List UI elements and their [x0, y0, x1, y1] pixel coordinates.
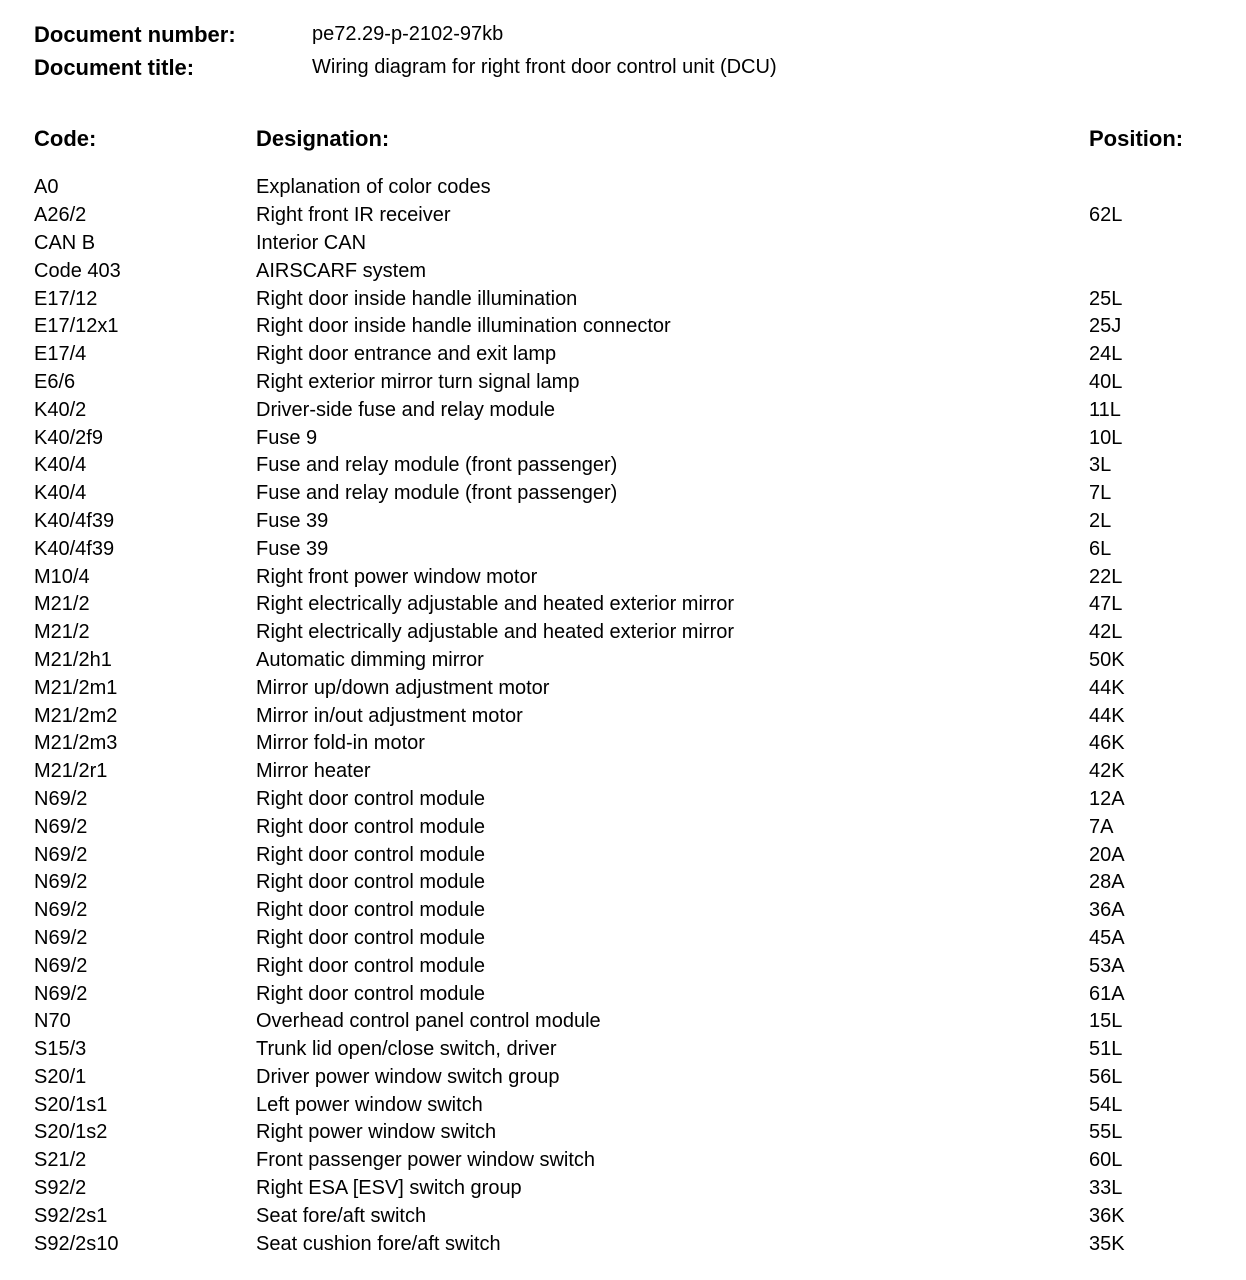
row-position: 45A — [1089, 926, 1125, 949]
row-designation: Right door control module — [256, 787, 486, 810]
row-position: 11L — [1089, 398, 1121, 421]
table-row — [34, 869, 1224, 897]
table-row — [34, 841, 1224, 869]
document-header — [34, 18, 1214, 84]
table-row — [34, 674, 1224, 702]
row-position: 20A — [1089, 843, 1125, 866]
row-position: 15L — [1089, 1010, 1123, 1033]
row-code: E17/4 — [34, 343, 87, 366]
row-code: N69/2 — [34, 954, 88, 977]
row-designation: Mirror fold-in motor — [256, 732, 425, 755]
row-position: 36A — [1089, 899, 1125, 922]
row-position: 35K — [1089, 1232, 1125, 1255]
table-row — [34, 424, 1224, 452]
row-code: K40/4f39 — [34, 509, 115, 532]
table-row — [34, 591, 1224, 619]
row-designation: Driver-side fuse and relay module — [256, 398, 556, 421]
row-designation: Right door inside handle illumination — [256, 287, 578, 310]
row-code: M21/2m2 — [34, 704, 118, 727]
row-position: 51L — [1089, 1038, 1123, 1061]
row-designation: Right front power window motor — [256, 565, 538, 588]
row-designation: Right door control module — [256, 815, 486, 838]
row-code: Code 403 — [34, 259, 121, 282]
document-title-label: Document title: — [34, 54, 195, 80]
row-position: 61A — [1089, 982, 1125, 1005]
row-code: S92/2s1 — [34, 1204, 108, 1227]
row-designation: Mirror heater — [256, 760, 371, 783]
row-position: 3L — [1089, 454, 1112, 477]
row-designation: Right front IR receiver — [256, 204, 451, 227]
row-code: E17/12 — [34, 287, 98, 310]
table-row — [34, 508, 1224, 536]
row-position: 56L — [1089, 1065, 1123, 1088]
table-row — [34, 1008, 1224, 1036]
row-designation: Right door control module — [256, 899, 486, 922]
row-code: S20/1 — [34, 1065, 87, 1088]
table-row — [34, 952, 1224, 980]
row-position: 36K — [1089, 1204, 1125, 1227]
row-position: 53A — [1089, 954, 1125, 977]
row-designation: Right ESA [ESV] switch group — [256, 1177, 522, 1200]
table-row — [34, 174, 1224, 202]
table-row — [34, 813, 1224, 841]
table-body — [34, 174, 1224, 1258]
row-code: CAN B — [34, 231, 96, 254]
row-code: M21/2r1 — [34, 760, 108, 783]
header-position: Position: — [1089, 126, 1184, 151]
row-code: E17/12x1 — [34, 315, 119, 338]
row-position: 44K — [1089, 704, 1125, 727]
row-code: K40/4f39 — [34, 537, 115, 560]
row-designation: Right electrically adjustable and heated exterior mirror — [256, 593, 735, 616]
row-designation: Mirror up/down adjustment motor — [256, 676, 550, 699]
row-designation: Fuse and relay module (front passenger) — [256, 454, 618, 477]
table-row — [34, 730, 1224, 758]
row-code: N69/2 — [34, 899, 88, 922]
table-row — [34, 369, 1224, 397]
row-code: N69/2 — [34, 843, 88, 866]
row-code: A26/2 — [34, 204, 87, 227]
row-position: 55L — [1089, 1121, 1123, 1144]
row-designation: Right door control module — [256, 871, 486, 894]
row-code: K40/2 — [34, 398, 87, 421]
row-position: 12A — [1089, 787, 1125, 810]
table-row — [34, 313, 1224, 341]
row-code: N69/2 — [34, 787, 88, 810]
table-row — [34, 202, 1224, 230]
table-row — [34, 452, 1224, 480]
row-position: 7L — [1089, 482, 1112, 505]
row-code: N70 — [34, 1010, 71, 1033]
row-code: N69/2 — [34, 926, 88, 949]
row-code: M21/2m3 — [34, 732, 118, 755]
row-position: 44K — [1089, 676, 1125, 699]
row-designation: Driver power window switch group — [256, 1065, 560, 1088]
row-designation: AIRSCARF system — [256, 259, 427, 282]
row-position: 46K — [1089, 732, 1125, 755]
row-code: M21/2 — [34, 593, 90, 616]
row-position: 28A — [1089, 871, 1125, 894]
row-designation: Right door inside handle illumination connector — [256, 315, 671, 338]
row-code: M10/4 — [34, 565, 90, 588]
row-code: N69/2 — [34, 982, 88, 1005]
document-title-row — [34, 51, 1214, 84]
row-position: 33L — [1089, 1177, 1123, 1200]
row-code: S92/2 — [34, 1177, 87, 1200]
table-row — [34, 619, 1224, 647]
row-position: 6L — [1089, 537, 1112, 560]
row-code: S20/1s1 — [34, 1093, 108, 1116]
table-row — [34, 341, 1224, 369]
row-code: N69/2 — [34, 871, 88, 894]
table-row — [34, 285, 1224, 313]
header-designation: Designation: — [256, 126, 390, 151]
header-code: Code: — [34, 126, 97, 151]
row-code: N69/2 — [34, 815, 88, 838]
row-position: 25J — [1089, 315, 1122, 338]
table-row — [34, 563, 1224, 591]
row-designation: Fuse 39 — [256, 537, 329, 560]
table-row — [34, 786, 1224, 814]
row-code: E6/6 — [34, 370, 76, 393]
row-designation: Right exterior mirror turn signal lamp — [256, 370, 580, 393]
table-row — [34, 480, 1224, 508]
row-designation: Mirror in/out adjustment motor — [256, 704, 523, 727]
table-row — [34, 396, 1224, 424]
document-number-row — [34, 18, 1214, 51]
table-row — [34, 230, 1224, 258]
table-row — [34, 1064, 1224, 1092]
row-position: 2L — [1089, 509, 1112, 532]
row-code: K40/2f9 — [34, 426, 103, 449]
table-row — [34, 1147, 1224, 1175]
row-position: 62L — [1089, 204, 1123, 227]
table-row — [34, 1202, 1224, 1230]
row-code: M21/2h1 — [34, 648, 112, 671]
row-code: A0 — [34, 176, 59, 199]
table-row — [34, 535, 1224, 563]
row-position: 25L — [1089, 287, 1123, 310]
row-designation: Fuse 39 — [256, 509, 329, 532]
row-designation: Right door control module — [256, 954, 486, 977]
row-code: S21/2 — [34, 1149, 87, 1172]
row-designation: Right power window switch — [256, 1121, 497, 1144]
row-position: 24L — [1089, 343, 1123, 366]
row-position: 42L — [1089, 621, 1123, 644]
row-designation: Automatic dimming mirror — [256, 648, 484, 671]
document-number-value: pe72.29-p-2102-97kb — [312, 23, 504, 45]
row-designation: Interior CAN — [256, 231, 367, 254]
document-title-value: Wiring diagram for right front door control unit (DCU) — [312, 56, 777, 78]
row-position: 40L — [1089, 370, 1123, 393]
row-code: K40/4 — [34, 482, 87, 505]
table-row — [34, 647, 1224, 675]
table-row — [34, 1119, 1224, 1147]
table-row — [34, 980, 1224, 1008]
table-header — [34, 122, 1224, 156]
table-row — [34, 925, 1224, 953]
table-row — [34, 1230, 1224, 1258]
table-row — [34, 702, 1224, 730]
row-designation: Fuse and relay module (front passenger) — [256, 482, 618, 505]
table-row — [34, 897, 1224, 925]
row-designation: Fuse 9 — [256, 426, 318, 449]
table-row — [34, 1036, 1224, 1064]
table-row — [34, 1091, 1224, 1119]
row-designation: Right door control module — [256, 843, 486, 866]
row-position: 60L — [1089, 1149, 1123, 1172]
row-designation: Right door control module — [256, 982, 486, 1005]
row-designation: Right door control module — [256, 926, 486, 949]
row-code: K40/4 — [34, 454, 87, 477]
row-designation: Right door entrance and exit lamp — [256, 343, 557, 366]
document-number-label: Document number: — [34, 21, 236, 47]
row-position: 50K — [1089, 648, 1125, 671]
row-designation: Explanation of color codes — [256, 176, 491, 199]
row-designation: Seat fore/aft switch — [256, 1204, 427, 1227]
table-row — [34, 1175, 1224, 1203]
row-designation: Left power window switch — [256, 1093, 483, 1116]
component-table — [34, 122, 1224, 1258]
row-position: 54L — [1089, 1093, 1123, 1116]
row-position: 7A — [1089, 815, 1114, 838]
table-row — [34, 758, 1224, 786]
row-code: M21/2m1 — [34, 676, 118, 699]
row-code: S20/1s2 — [34, 1121, 108, 1144]
row-position: 10L — [1089, 426, 1123, 449]
row-designation: Seat cushion fore/aft switch — [256, 1232, 501, 1255]
row-code: M21/2 — [34, 621, 90, 644]
row-designation: Front passenger power window switch — [256, 1149, 596, 1172]
row-designation: Right electrically adjustable and heated exterior mirror — [256, 621, 735, 644]
row-position: 22L — [1089, 565, 1123, 588]
table-row — [34, 257, 1224, 285]
row-code: S92/2s10 — [34, 1232, 119, 1255]
row-position: 47L — [1089, 593, 1123, 616]
row-designation: Trunk lid open/close switch, driver — [256, 1038, 557, 1061]
row-position: 42K — [1089, 760, 1125, 783]
row-code: S15/3 — [34, 1038, 87, 1061]
row-designation: Overhead control panel control module — [256, 1010, 601, 1033]
